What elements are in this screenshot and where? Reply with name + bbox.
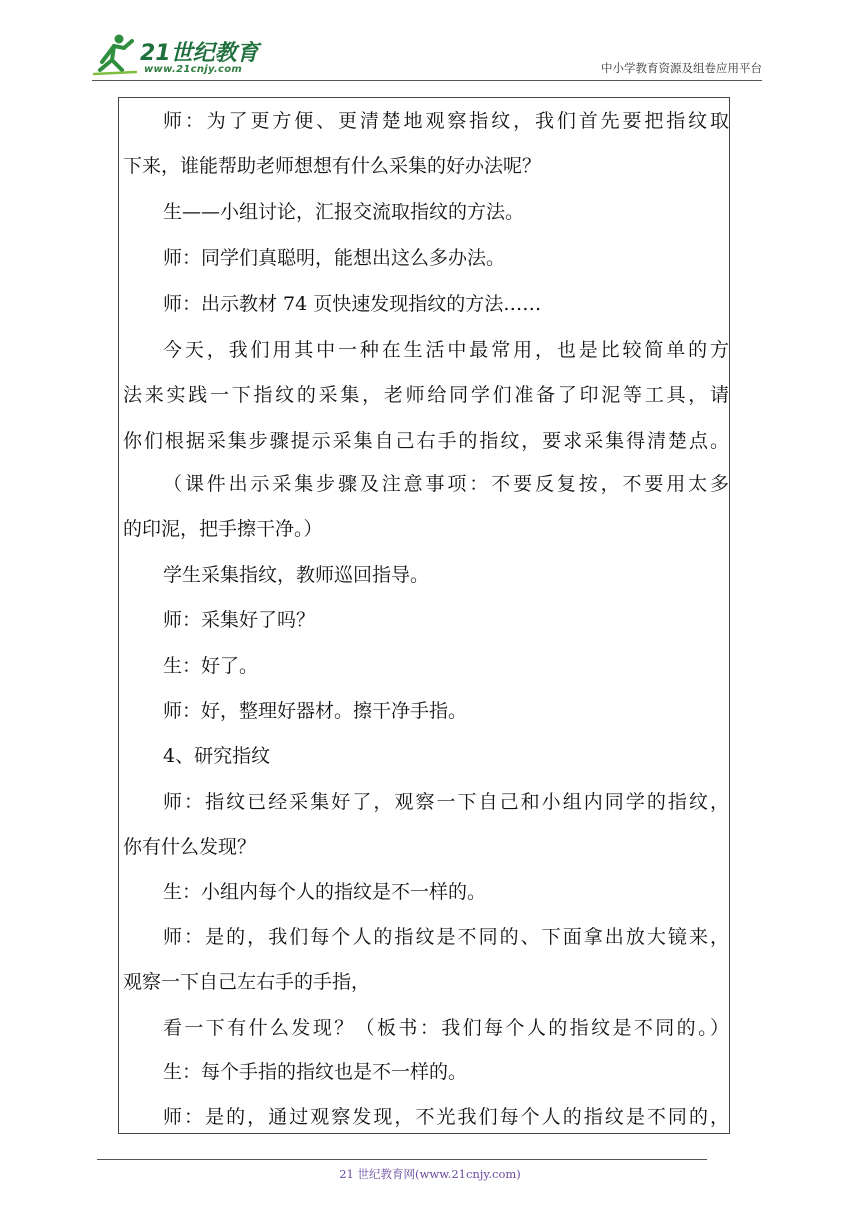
text-line: 下来，谁能帮助老师想想有什么采集的好办法呢？ <box>123 155 542 177</box>
text-line: 观察一下自己左右手的手指， <box>123 971 371 993</box>
logo-url: www.21cnjy.com <box>144 64 243 75</box>
text-line: 师：出示教材 74 页快速发现指纹的方法…… <box>163 293 542 315</box>
text-line: 看一下有什么发现？（板书：我们每个人的指纹是不同的。） <box>163 1017 729 1039</box>
logo-name: 21世纪教育 <box>140 41 259 66</box>
text-line: 生——小组讨论，汇报交流取指纹的方法。 <box>163 201 525 223</box>
text-line: 的印泥，把手擦干净。） <box>123 518 323 540</box>
text-line: 师：是的，通过观察发现，不光我们每个人的指纹是不同的， <box>163 1106 729 1128</box>
page-header <box>92 30 762 82</box>
text-line: 法来实践一下指纹的采集，老师给同学们准备了印泥等工具，请 <box>123 384 729 406</box>
text-line: 你们根据采集步骤提示采集自己右手的指纹，要求采集得清楚点。 <box>123 430 729 452</box>
text-line: 生：好了。 <box>163 655 259 677</box>
footer-divider <box>97 1159 707 1160</box>
text-line: 生：每个手指的指纹也是不一样的。 <box>163 1061 468 1083</box>
text-line: 生：小组内每个人的指纹是不一样的。 <box>163 881 487 903</box>
runner-logo-icon <box>92 32 142 76</box>
platform-title: 中小学教育资源及组卷应用平台 <box>601 61 762 75</box>
text-line: 师：同学们真聪明，能想出这么多办法。 <box>163 247 506 269</box>
text-line: 学生采集指纹，教师巡回指导。 <box>163 564 430 586</box>
text-line: 师：好，整理好器材。擦干净手指。 <box>163 700 468 722</box>
text-line: 师：是的，我们每个人的指纹是不同的、下面拿出放大镜来， <box>163 926 729 948</box>
text-line: 今天，我们用其中一种在生活中最常用，也是比较简单的方 <box>163 339 729 361</box>
section-heading: 4、研究指纹 <box>163 745 271 767</box>
text-line: 师：指纹已经采集好了，观察一下自己和小组内同学的指纹， <box>163 791 729 813</box>
text-line: 师：为了更方便、更清楚地观察指纹，我们首先要把指纹取 <box>163 110 729 132</box>
site-logo <box>92 30 262 80</box>
header-divider <box>92 80 762 81</box>
footer-link[interactable]: 21 世纪教育网(www.21cnjy.com) <box>339 1167 521 1181</box>
text-line: 你有什么发现？ <box>123 836 257 858</box>
text-line: 师：采集好了吗？ <box>163 609 316 631</box>
text-line: （课件出示采集步骤及注意事项：不要反复按，不要用太多 <box>163 473 729 495</box>
